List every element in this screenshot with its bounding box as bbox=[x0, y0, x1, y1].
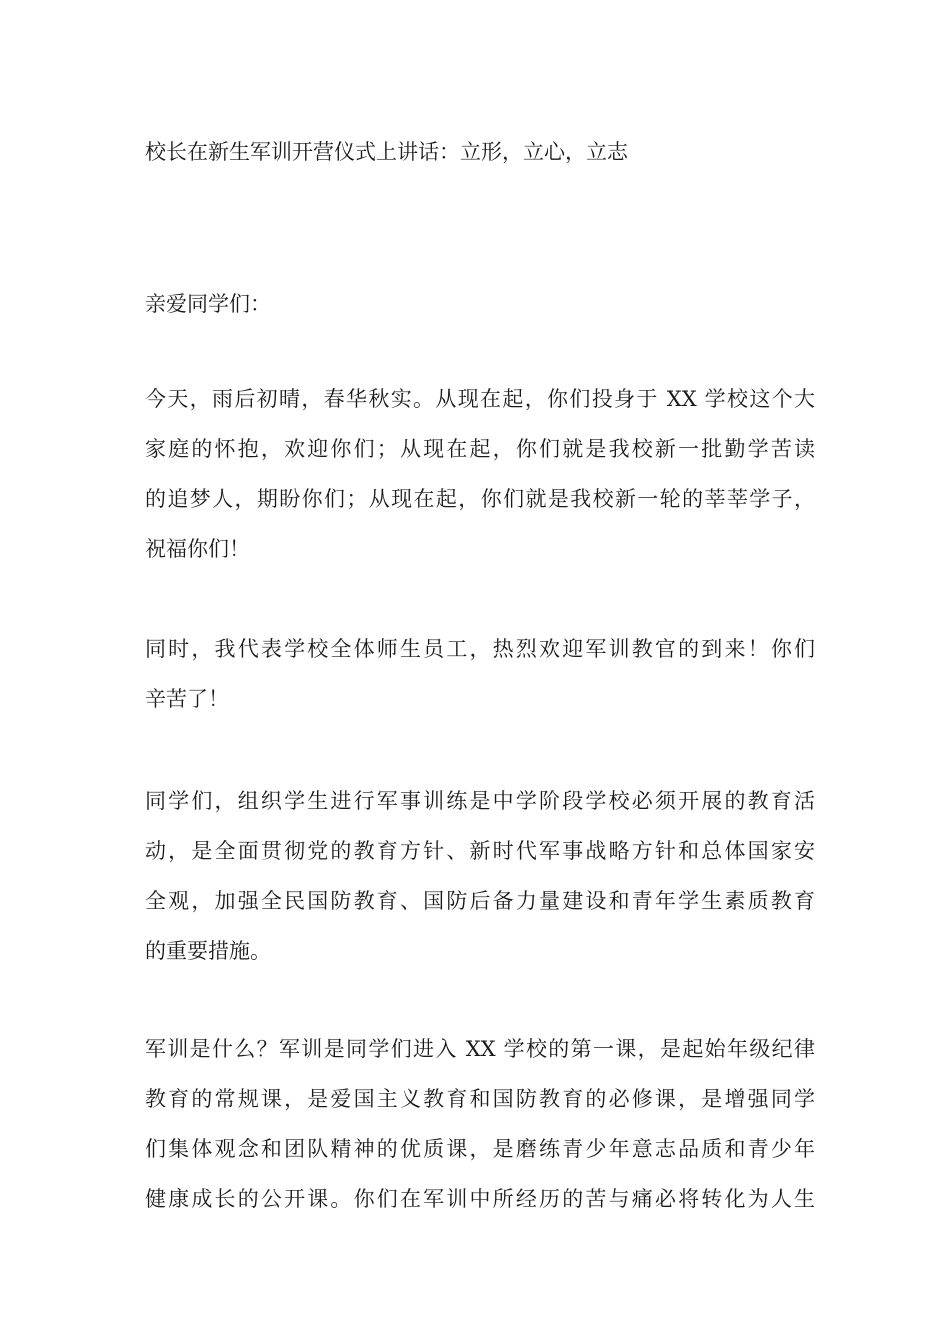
paragraph-line: 的重要措施。 bbox=[145, 939, 271, 963]
paragraph-4 bbox=[145, 1024, 815, 1224]
paragraph-line: 辛苦了！ bbox=[145, 687, 229, 711]
greeting-line: 亲爱同学们： bbox=[145, 292, 271, 316]
paragraph-line: 同时，我代表学校全体师生员工，热烈欢迎军训教官的到来！你们 bbox=[145, 637, 815, 661]
paragraph-line: 同学们，组织学生进行军事训练是中学阶段学校必须开展的教育活 bbox=[145, 789, 815, 813]
paragraph-line: 全观，加强全民国防教育、国防后备力量建设和青年学生素质教育 bbox=[145, 889, 815, 913]
document-title: 校长在新生军训开营仪式上讲话：立形，立心，立志 bbox=[145, 140, 628, 164]
paragraph-line: 动，是全面贯彻党的教育方针、新时代军事战略方针和总体国家安 bbox=[145, 839, 815, 863]
paragraph-1 bbox=[145, 374, 815, 574]
paragraph-3 bbox=[145, 776, 815, 976]
paragraph-2 bbox=[145, 624, 815, 724]
paragraph-line: 祝福你们！ bbox=[145, 537, 250, 561]
paragraph-line: 家庭的怀抱，欢迎你们；从现在起，你们就是我校新一批勤学苦读 bbox=[145, 437, 815, 461]
paragraph-line: 军训是什么？军训是同学们进入 XX 学校的第一课，是起始年级纪律 bbox=[145, 1037, 815, 1061]
paragraph-line: 今天，雨后初晴，春华秋实。从现在起，你们投身于 XX 学校这个大 bbox=[145, 387, 815, 411]
paragraph-line: 健康成长的公开课。你们在军训中所经历的苦与痛必将转化为人生 bbox=[145, 1187, 815, 1211]
paragraph-line: 们集体观念和团队精神的优质课，是磨练青少年意志品质和青少年 bbox=[145, 1137, 815, 1161]
paragraph-line: 的追梦人，期盼你们；从现在起，你们就是我校新一轮的莘莘学子， bbox=[145, 487, 815, 511]
paragraph-line: 教育的常规课，是爱国主义教育和国防教育的必修课，是增强同学 bbox=[145, 1087, 815, 1111]
